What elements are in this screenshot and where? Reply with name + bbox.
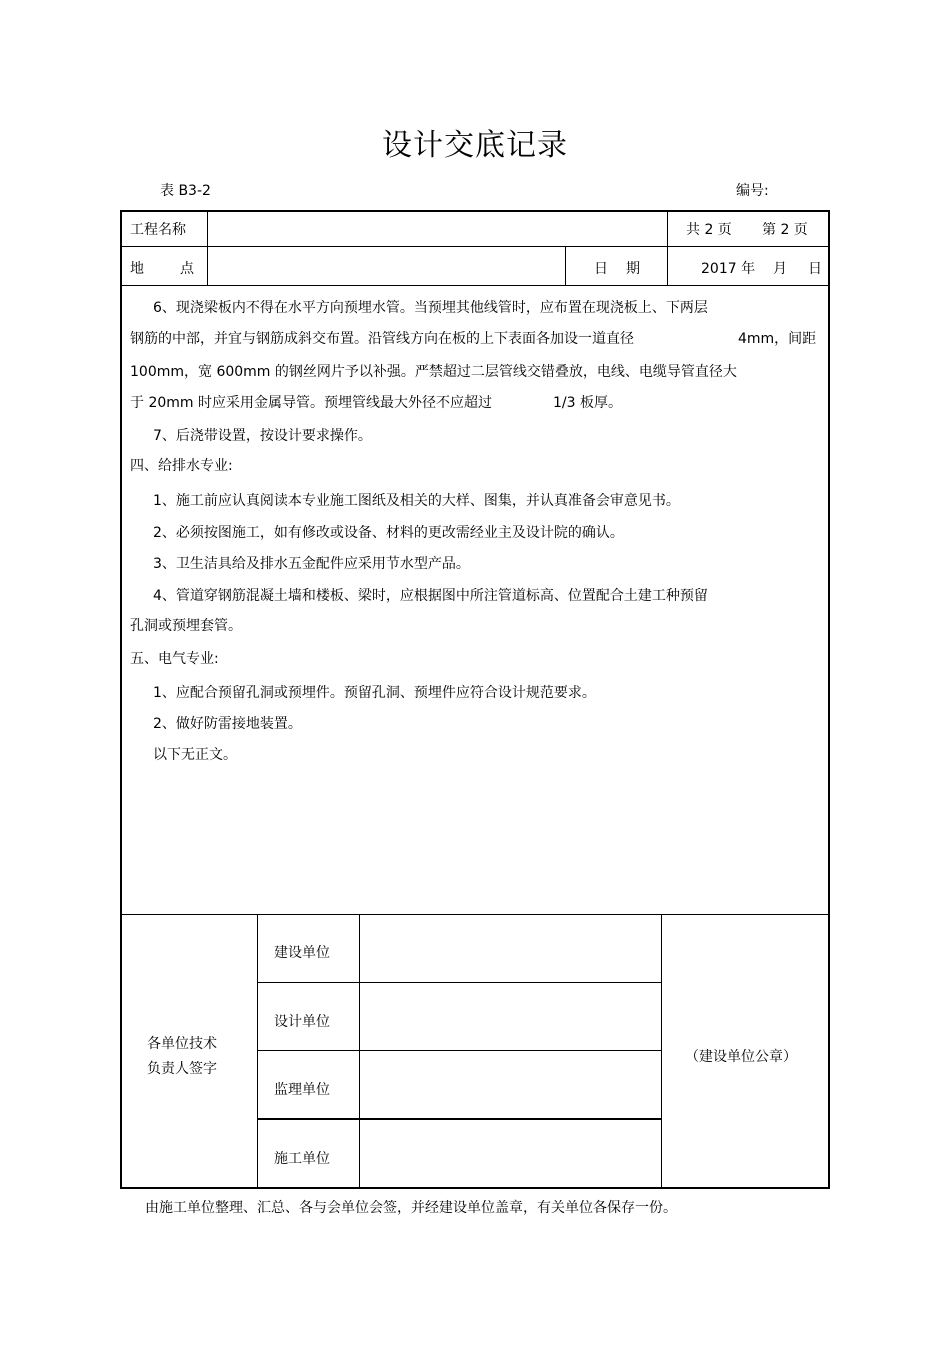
table-border-bottom xyxy=(120,1187,830,1189)
signature-label-line2: 负责人签字 xyxy=(147,1061,217,1077)
col-divider xyxy=(667,210,668,247)
project-name-label: 工程名称 xyxy=(130,222,186,238)
row-divider xyxy=(120,246,830,247)
table-border-right xyxy=(828,210,830,1189)
owner-stamp-label: （建设单位公章） xyxy=(685,1049,797,1065)
row-divider xyxy=(257,1050,662,1051)
date-day: 日 xyxy=(808,261,822,277)
date-year: 2017 年 xyxy=(701,261,756,277)
section-electrical-heading: 五、电气专业: xyxy=(130,651,219,667)
total-pages: 共 2 页 xyxy=(686,222,732,238)
date-label-part2: 期 xyxy=(626,261,640,277)
serial-number-label: 编号: xyxy=(736,183,769,199)
body-text-6-line4-end: 1/3 板厚。 xyxy=(553,395,622,411)
electrical-item-1: 1、应配合预留孔洞或预埋件。预留孔洞、预埋件应符合设计规范要求。 xyxy=(153,685,596,701)
col-divider xyxy=(661,914,662,1188)
table-border-left xyxy=(120,210,122,1189)
col-divider xyxy=(359,914,360,1188)
col-divider xyxy=(207,210,208,286)
row-divider xyxy=(120,285,830,286)
plumbing-item-1: 1、施工前应认真阅读本专业施工图纸及相关的大样、图集，并认真准备会审意见书。 xyxy=(153,493,680,509)
row-divider xyxy=(257,982,662,983)
form-number: 表 B3-2 xyxy=(160,183,211,199)
plumbing-item-2: 2、必须按图施工，如有修改或设备、材料的更改需经业主及设计院的确认。 xyxy=(153,525,624,541)
unit-owner: 建设单位 xyxy=(274,945,330,961)
signature-label-line1: 各单位技术 xyxy=(147,1036,217,1052)
table-border-top xyxy=(120,210,830,212)
body-text-7: 7、后浇带设置，按设计要求操作。 xyxy=(153,428,372,444)
current-page: 第 2 页 xyxy=(762,222,808,238)
section-plumbing-heading: 四、给排水专业: xyxy=(130,458,233,474)
plumbing-item-4-line2: 孔洞或预埋套管。 xyxy=(130,618,242,634)
body-text-6-line2: 钢筋的中部，并宜与钢筋成斜交布置。沿管线方向在板的上下表面各加设一道直径 xyxy=(130,331,634,347)
electrical-item-2: 2、做好防雷接地装置。 xyxy=(153,716,302,732)
col-divider xyxy=(565,246,566,286)
col-divider xyxy=(667,246,668,286)
document-title: 设计交底记录 xyxy=(382,128,568,163)
plumbing-item-4-line1: 4、管道穿钢筋混凝土墙和楼板、梁时，应根据图中所注管道标高、位置配合土建工种预留 xyxy=(153,588,708,604)
unit-contractor: 施工单位 xyxy=(274,1151,330,1167)
unit-supervisor: 监理单位 xyxy=(274,1082,330,1098)
body-text-6-line4: 于 20mm 时应采用金属导管。预埋管线最大外径不应超过 xyxy=(130,395,492,411)
signature-section-divider xyxy=(120,914,830,915)
end-of-text-note: 以下无正文。 xyxy=(153,747,237,763)
date-label-part1: 日 xyxy=(594,261,608,277)
date-month: 月 xyxy=(773,261,787,277)
plumbing-item-3: 3、卫生洁具给及排水五金配件应采用节水型产品。 xyxy=(153,556,470,572)
body-text-6-line2-end: 4mm，间距 xyxy=(738,331,817,347)
body-text-6-line3: 100mm，宽 600mm 的钢丝网片予以补强。严禁超过二层管线交错叠放，电线、电缆导管直径大 xyxy=(130,364,737,380)
location-label-part1: 地 xyxy=(130,261,144,277)
unit-designer: 设计单位 xyxy=(274,1014,330,1030)
body-text-6-line1: 6、现浇梁板内不得在水平方向预埋水管。当预埋其他线管时，应布置在现浇板上、下两层 xyxy=(153,300,708,316)
location-label-part2: 点 xyxy=(180,261,194,277)
row-divider xyxy=(257,1118,662,1120)
col-divider xyxy=(257,914,258,1188)
footer-note: 由施工单位整理、汇总、各与会单位会签，并经建设单位盖章，有关单位各保存一份。 xyxy=(145,1200,677,1216)
